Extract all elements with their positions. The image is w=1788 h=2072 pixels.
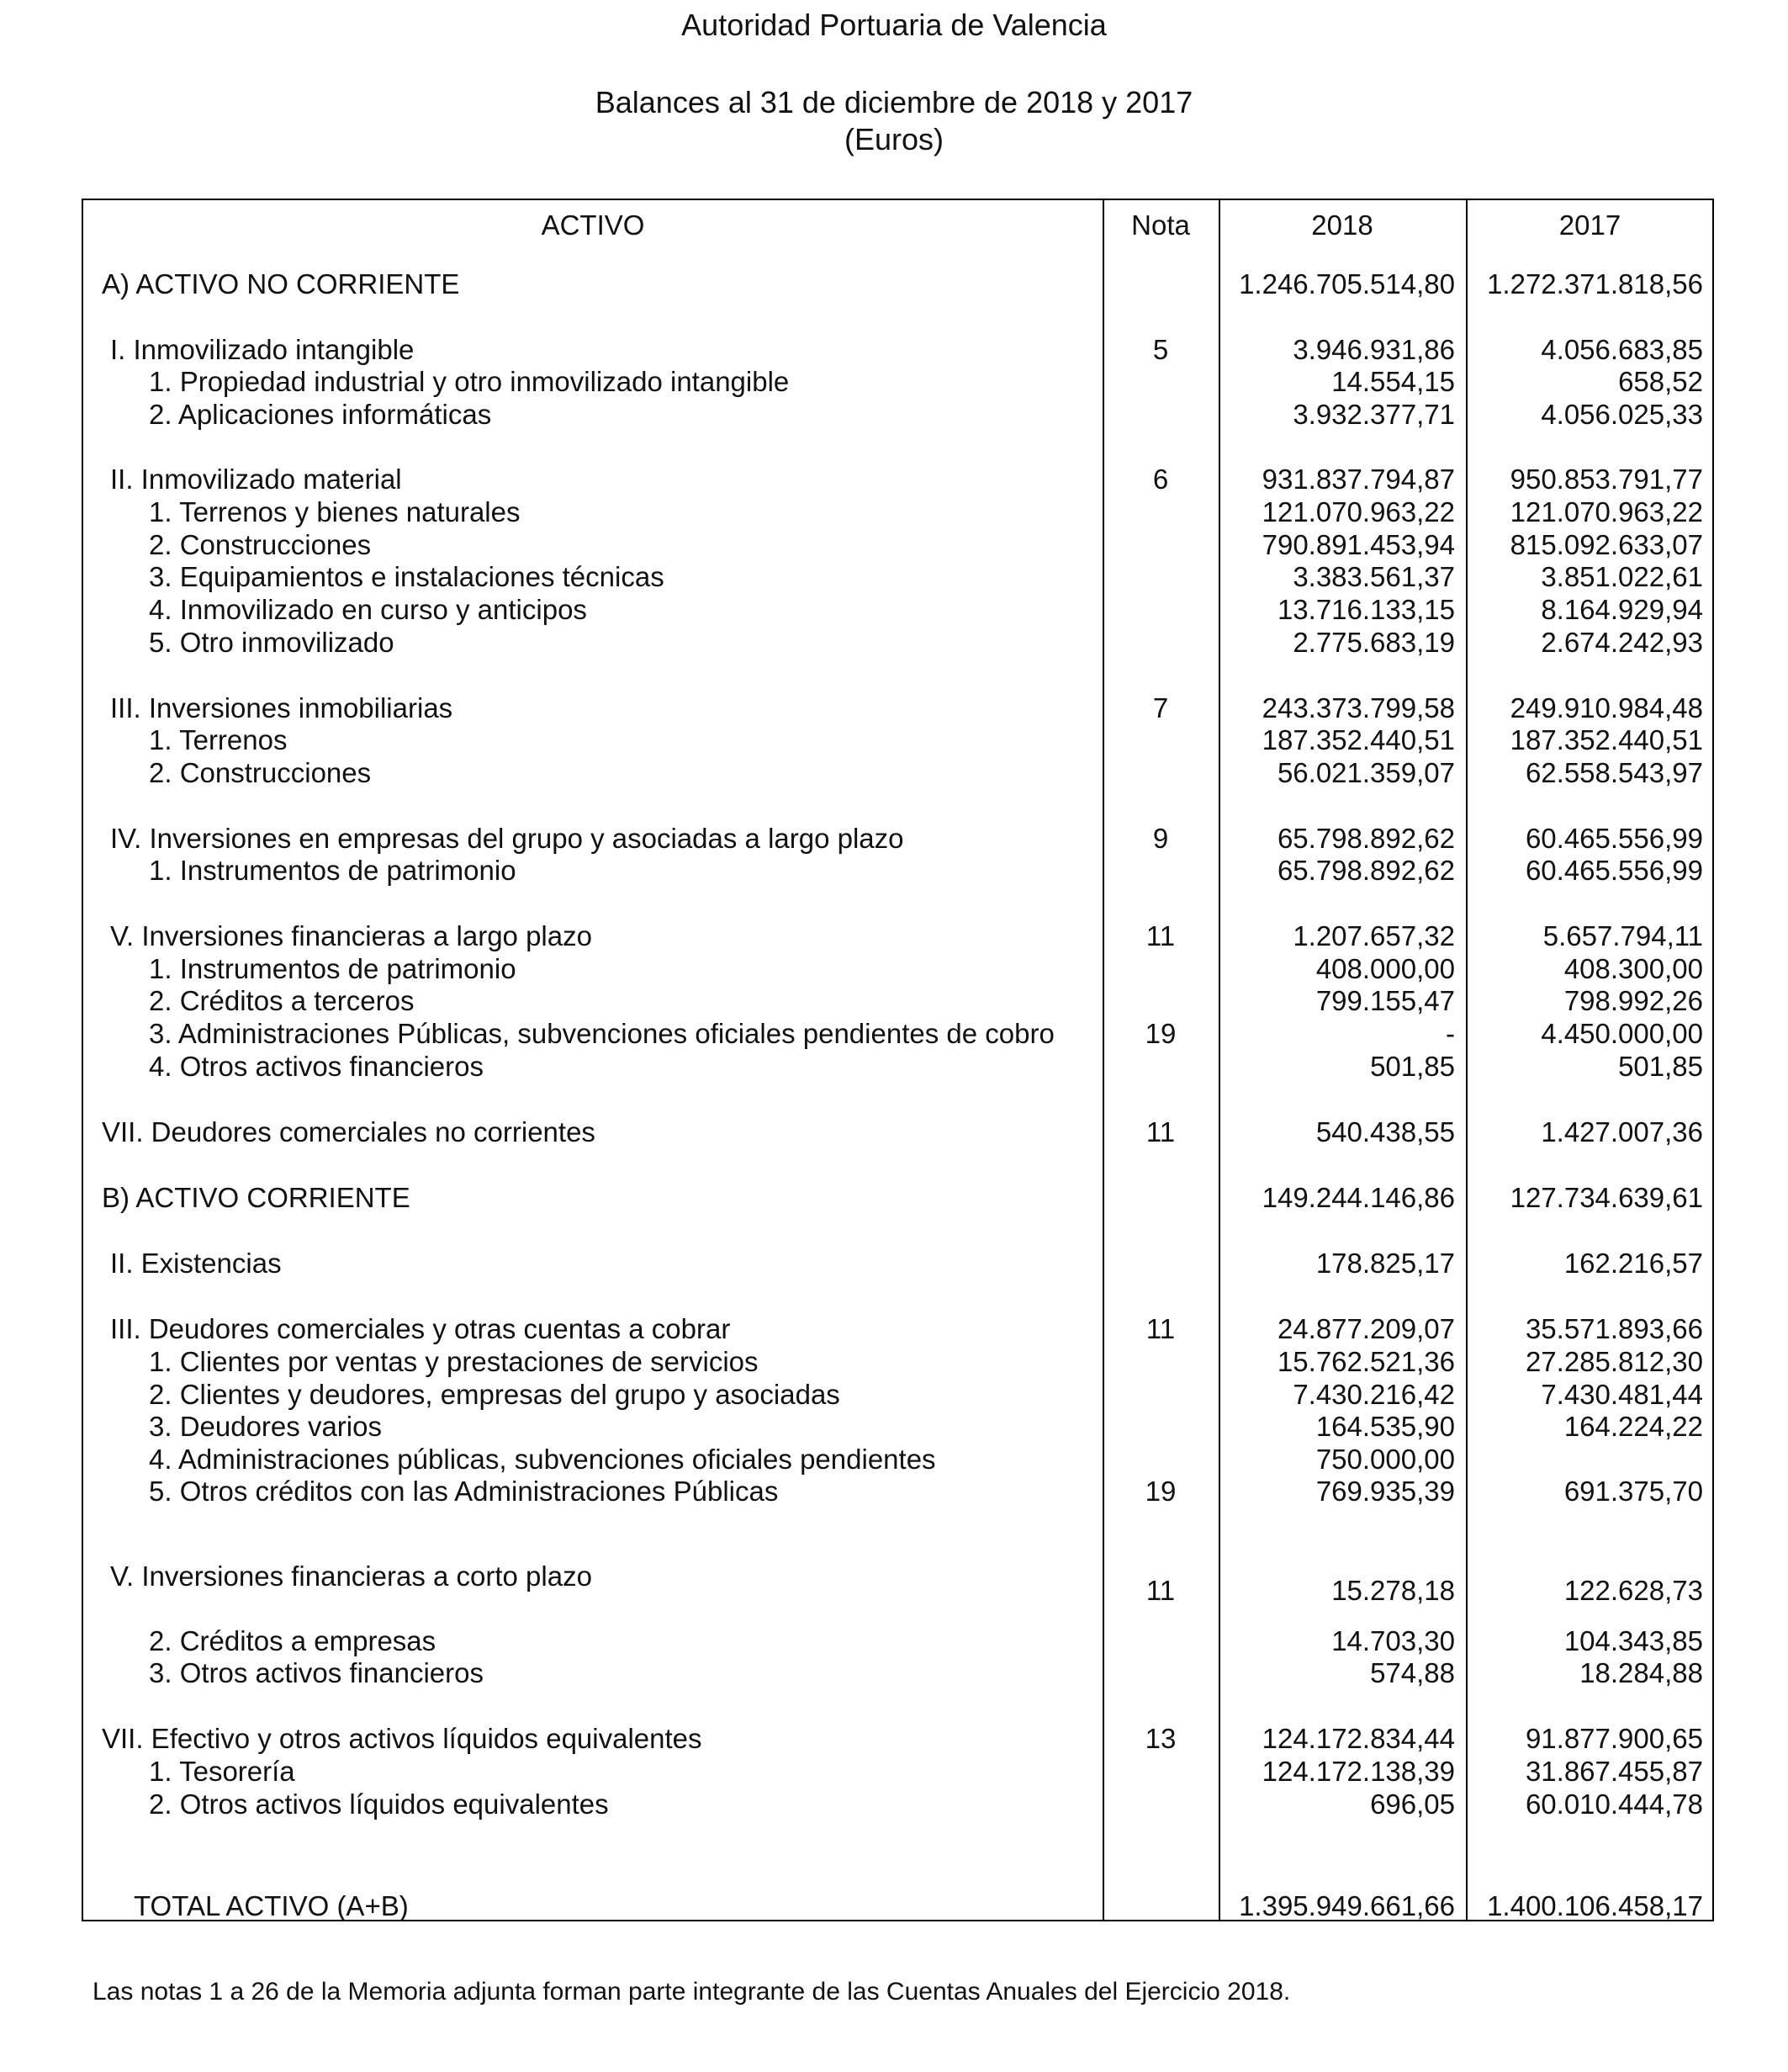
row-value-2017: 798.992,26 <box>1563 985 1703 1016</box>
row-value-2017: 62.558.543,97 <box>1525 757 1703 788</box>
row-label: 5. Otros créditos con las Administraciones Públicas <box>149 1476 779 1507</box>
table-row <box>83 333 1712 366</box>
table-row <box>83 984 1712 1017</box>
row-nota: 19 <box>1145 1018 1177 1049</box>
row-value-2017: 121.070.963,22 <box>1510 496 1703 527</box>
row-value-2018: 1.246.705.514,80 <box>1239 268 1455 299</box>
table-row <box>83 854 1712 887</box>
table-row <box>83 560 1712 593</box>
row-value-2017: 501,85 <box>1618 1051 1703 1082</box>
row-nota: 11 <box>1145 1116 1176 1147</box>
row-label: V. Inversiones financieras a corto plazo <box>110 1561 592 1592</box>
row-value-2017: 162.216,57 <box>1563 1248 1703 1279</box>
row-value-2018: 3.932.377,71 <box>1293 399 1455 430</box>
row-nota: 19 <box>1145 1476 1177 1507</box>
row-label: VII. Deudores comerciales no corrientes <box>102 1116 595 1147</box>
row-value-2018: 540.438,55 <box>1315 1116 1455 1147</box>
column-header-2017: 2017 <box>1558 209 1621 241</box>
row-value-2017: 408.300,00 <box>1563 953 1703 984</box>
row-label: 1. Tesorería <box>149 1756 295 1787</box>
row-value-2017: 3.851.022,61 <box>1541 561 1703 592</box>
row-label: VII. Efectivo y otros activos líquidos equivalentes <box>102 1723 702 1754</box>
row-value-2017: 950.853.791,77 <box>1510 464 1703 495</box>
row-label: 2. Aplicaciones informáticas <box>149 399 492 430</box>
row-value-2017: 104.343,85 <box>1563 1625 1703 1656</box>
row-label: II. Existencias <box>110 1248 282 1279</box>
row-value-2018: 14.703,30 <box>1331 1625 1455 1656</box>
table-row <box>83 756 1712 789</box>
row-value-2017: 691.375,70 <box>1563 1476 1703 1507</box>
row-value-2018: 931.837.794,87 <box>1262 464 1455 495</box>
row-value-2017: 187.352.440,51 <box>1510 724 1703 755</box>
row-value-2017: 4.450.000,00 <box>1541 1018 1703 1049</box>
table-row <box>83 1181 1712 1214</box>
row-value-2018: 65.798.892,62 <box>1277 823 1455 854</box>
row-value-2017: 91.877.900,65 <box>1525 1723 1703 1754</box>
table-row <box>83 1378 1712 1411</box>
row-value-2018: 178.825,17 <box>1315 1248 1455 1279</box>
row-value-2018: 124.172.138,39 <box>1262 1756 1455 1787</box>
table-row <box>83 528 1712 561</box>
row-value-2017: 127.734.639,61 <box>1510 1182 1703 1213</box>
row-label: 2. Construcciones <box>149 529 372 560</box>
row-label: 5. Otro inmovilizado <box>149 627 394 658</box>
row-value-2017: 122.628,73 <box>1563 1575 1703 1606</box>
row-label: I. Inmovilizado intangible <box>110 334 415 365</box>
table-row <box>83 268 1712 300</box>
row-label: V. Inversiones financieras a largo plazo <box>110 920 592 951</box>
row-value-2018: 149.244.146,86 <box>1262 1182 1455 1213</box>
row-value-2018: 65.798.892,62 <box>1277 855 1455 886</box>
table-row <box>83 1312 1712 1345</box>
table-row <box>83 1624 1712 1657</box>
row-label: 2. Créditos a terceros <box>149 985 415 1016</box>
table-row <box>83 1410 1712 1443</box>
row-value-2018: - <box>1446 1018 1455 1049</box>
table-row <box>83 626 1712 659</box>
row-value-2018: 7.430.216,42 <box>1293 1379 1455 1410</box>
currency-unit: (Euros) <box>844 122 944 156</box>
row-value-2018: 56.021.359,07 <box>1277 757 1455 788</box>
row-label: III. Inversiones inmobiliarias <box>110 692 453 723</box>
column-header-2018: 2018 <box>1311 209 1373 241</box>
row-value-2018: 3.383.561,37 <box>1293 561 1455 592</box>
row-value-2018: 15.278,18 <box>1331 1575 1455 1606</box>
row-label: 2. Otros activos líquidos equivalentes <box>149 1788 609 1820</box>
row-value-2017: 1.272.371.818,56 <box>1487 268 1703 299</box>
row-value-2017: 2.674.242,93 <box>1541 627 1703 658</box>
row-value-2017: 31.867.455,87 <box>1525 1756 1703 1787</box>
table-row <box>83 1443 1712 1476</box>
row-value-2017: 60.465.556,99 <box>1525 823 1703 854</box>
table-row <box>83 822 1712 855</box>
row-value-2018: 501,85 <box>1370 1051 1455 1082</box>
table-row <box>83 919 1712 952</box>
table-row <box>83 692 1712 724</box>
table-row <box>83 1656 1712 1689</box>
table-row <box>83 1475 1712 1508</box>
row-label: 3. Equipamientos e instalaciones técnicas <box>149 561 664 592</box>
row-value-2017: 7.430.481,44 <box>1541 1379 1703 1410</box>
row-value-2018: 750.000,00 <box>1315 1444 1455 1475</box>
row-value-2017: 1.400.106.458,17 <box>1487 1890 1703 1921</box>
row-label: TOTAL ACTIVO (A+B) <box>134 1890 409 1921</box>
row-nota: 13 <box>1145 1723 1177 1754</box>
row-label: 4. Administraciones públicas, subvenciones oficiales pendientes <box>149 1444 936 1475</box>
table-row <box>83 1247 1712 1280</box>
row-value-2017: 60.010.444,78 <box>1525 1788 1703 1820</box>
row-value-2017: 4.056.683,85 <box>1541 334 1703 365</box>
column-header-nota: Nota <box>1131 209 1190 241</box>
table-row <box>83 1788 1712 1820</box>
row-value-2017: 27.285.812,30 <box>1525 1346 1703 1377</box>
row-nota: 6 <box>1152 464 1169 495</box>
row-label: 1. Instrumentos de patrimonio <box>149 855 516 886</box>
table-row <box>83 1050 1712 1083</box>
row-value-2018: 121.070.963,22 <box>1262 496 1455 527</box>
row-value-2017: 815.092.633,07 <box>1510 529 1703 560</box>
row-value-2018: 24.877.209,07 <box>1277 1313 1455 1344</box>
row-label: 2. Créditos a empresas <box>149 1625 436 1656</box>
row-label: IV. Inversiones en empresas del grupo y asociadas a largo plazo <box>110 823 904 854</box>
row-label: 1. Propiedad industrial y otro inmovilizado intangible <box>149 366 790 397</box>
row-value-2018: 164.535,90 <box>1315 1411 1455 1442</box>
row-value-2017: 1.427.007,36 <box>1541 1116 1703 1147</box>
table-row <box>83 1017 1712 1050</box>
balance-sheet-table <box>82 199 1714 1921</box>
row-value-2017: 658,52 <box>1618 366 1703 397</box>
row-value-2017: 249.910.984,48 <box>1510 692 1703 723</box>
row-value-2017: 18.284,88 <box>1579 1657 1703 1688</box>
column-header-activo: ACTIVO <box>541 209 645 241</box>
row-value-2018: 14.554,15 <box>1331 366 1455 397</box>
row-value-2017: 60.465.556,99 <box>1525 855 1703 886</box>
table-row <box>83 463 1712 495</box>
table-body <box>83 200 1712 1920</box>
row-value-2017: 4.056.025,33 <box>1541 399 1703 430</box>
row-label: 3. Deudores varios <box>149 1411 382 1442</box>
row-label: 1. Terrenos <box>149 724 288 755</box>
row-nota: 11 <box>1145 920 1176 951</box>
row-label: B) ACTIVO CORRIENTE <box>102 1182 410 1213</box>
row-label: 2. Construcciones <box>149 757 372 788</box>
row-label: 4. Otros activos financieros <box>149 1051 484 1082</box>
row-value-2017: 35.571.893,66 <box>1525 1313 1703 1344</box>
row-value-2018: 408.000,00 <box>1315 953 1455 984</box>
footnote: Las notas 1 a 26 de la Memoria adjunta forman parte integrante de las Cuentas Anuales del Ejercicio 2018. <box>93 1978 1291 2006</box>
row-label: II. Inmovilizado material <box>110 464 402 495</box>
row-value-2017: 164.224,22 <box>1563 1411 1703 1442</box>
row-label: III. Deudores comerciales y otras cuentas a cobrar <box>110 1313 731 1344</box>
row-label: 1. Clientes por ventas y prestaciones de servicios <box>149 1346 759 1377</box>
row-label: 2. Clientes y deudores, empresas del grupo y asociadas <box>149 1379 840 1410</box>
table-row <box>83 593 1712 626</box>
row-nota: 11 <box>1145 1575 1176 1606</box>
row-value-2018: 799.155,47 <box>1315 985 1455 1016</box>
row-value-2018: 1.395.949.661,66 <box>1239 1890 1455 1921</box>
row-value-2018: 15.762.521,36 <box>1277 1346 1455 1377</box>
row-value-2018: 124.172.834,44 <box>1262 1723 1455 1754</box>
entity-title: Autoridad Portuaria de Valencia <box>681 8 1107 42</box>
row-value-2018: 790.891.453,94 <box>1262 529 1455 560</box>
row-value-2018: 187.352.440,51 <box>1262 724 1455 755</box>
row-value-2017: 5.657.794,11 <box>1542 920 1703 951</box>
table-row <box>83 1345 1712 1378</box>
row-nota: 9 <box>1152 823 1169 854</box>
table-row <box>83 952 1712 985</box>
table-row <box>83 398 1712 431</box>
row-label: 3. Administraciones Públicas, subvenciones oficiales pendientes de cobro <box>149 1018 1055 1049</box>
table-row <box>83 1755 1712 1788</box>
row-label: 3. Otros activos financieros <box>149 1657 484 1688</box>
row-label: 1. Terrenos y bienes naturales <box>149 496 521 527</box>
row-value-2018: 574,88 <box>1370 1657 1455 1688</box>
row-value-2018: 696,05 <box>1370 1788 1455 1820</box>
row-value-2018: 769.935,39 <box>1315 1476 1455 1507</box>
table-row <box>83 1574 1712 1607</box>
row-value-2018: 243.373.799,58 <box>1262 692 1455 723</box>
statement-title: Balances al 31 de diciembre de 2018 y 2017 <box>595 85 1193 119</box>
table-row <box>83 1722 1712 1755</box>
row-value-2018: 2.775.683,19 <box>1293 627 1455 658</box>
row-label: 1. Instrumentos de patrimonio <box>149 953 516 984</box>
row-value-2018: 1.207.657,32 <box>1293 920 1455 951</box>
row-value-2017: 8.164.929,94 <box>1541 594 1703 625</box>
row-value-2018: 3.946.931,86 <box>1293 334 1455 365</box>
table-row <box>83 365 1712 398</box>
table-row <box>83 495 1712 528</box>
row-nota: 11 <box>1145 1313 1176 1344</box>
row-nota: 5 <box>1152 334 1169 365</box>
row-label: A) ACTIVO NO CORRIENTE <box>102 268 460 299</box>
table-row <box>83 1889 1712 1922</box>
row-nota: 7 <box>1152 692 1169 723</box>
row-value-2018: 13.716.133,15 <box>1277 594 1455 625</box>
row-label: 4. Inmovilizado en curso y anticipos <box>149 594 587 625</box>
table-row <box>83 723 1712 756</box>
table-row <box>83 1115 1712 1148</box>
